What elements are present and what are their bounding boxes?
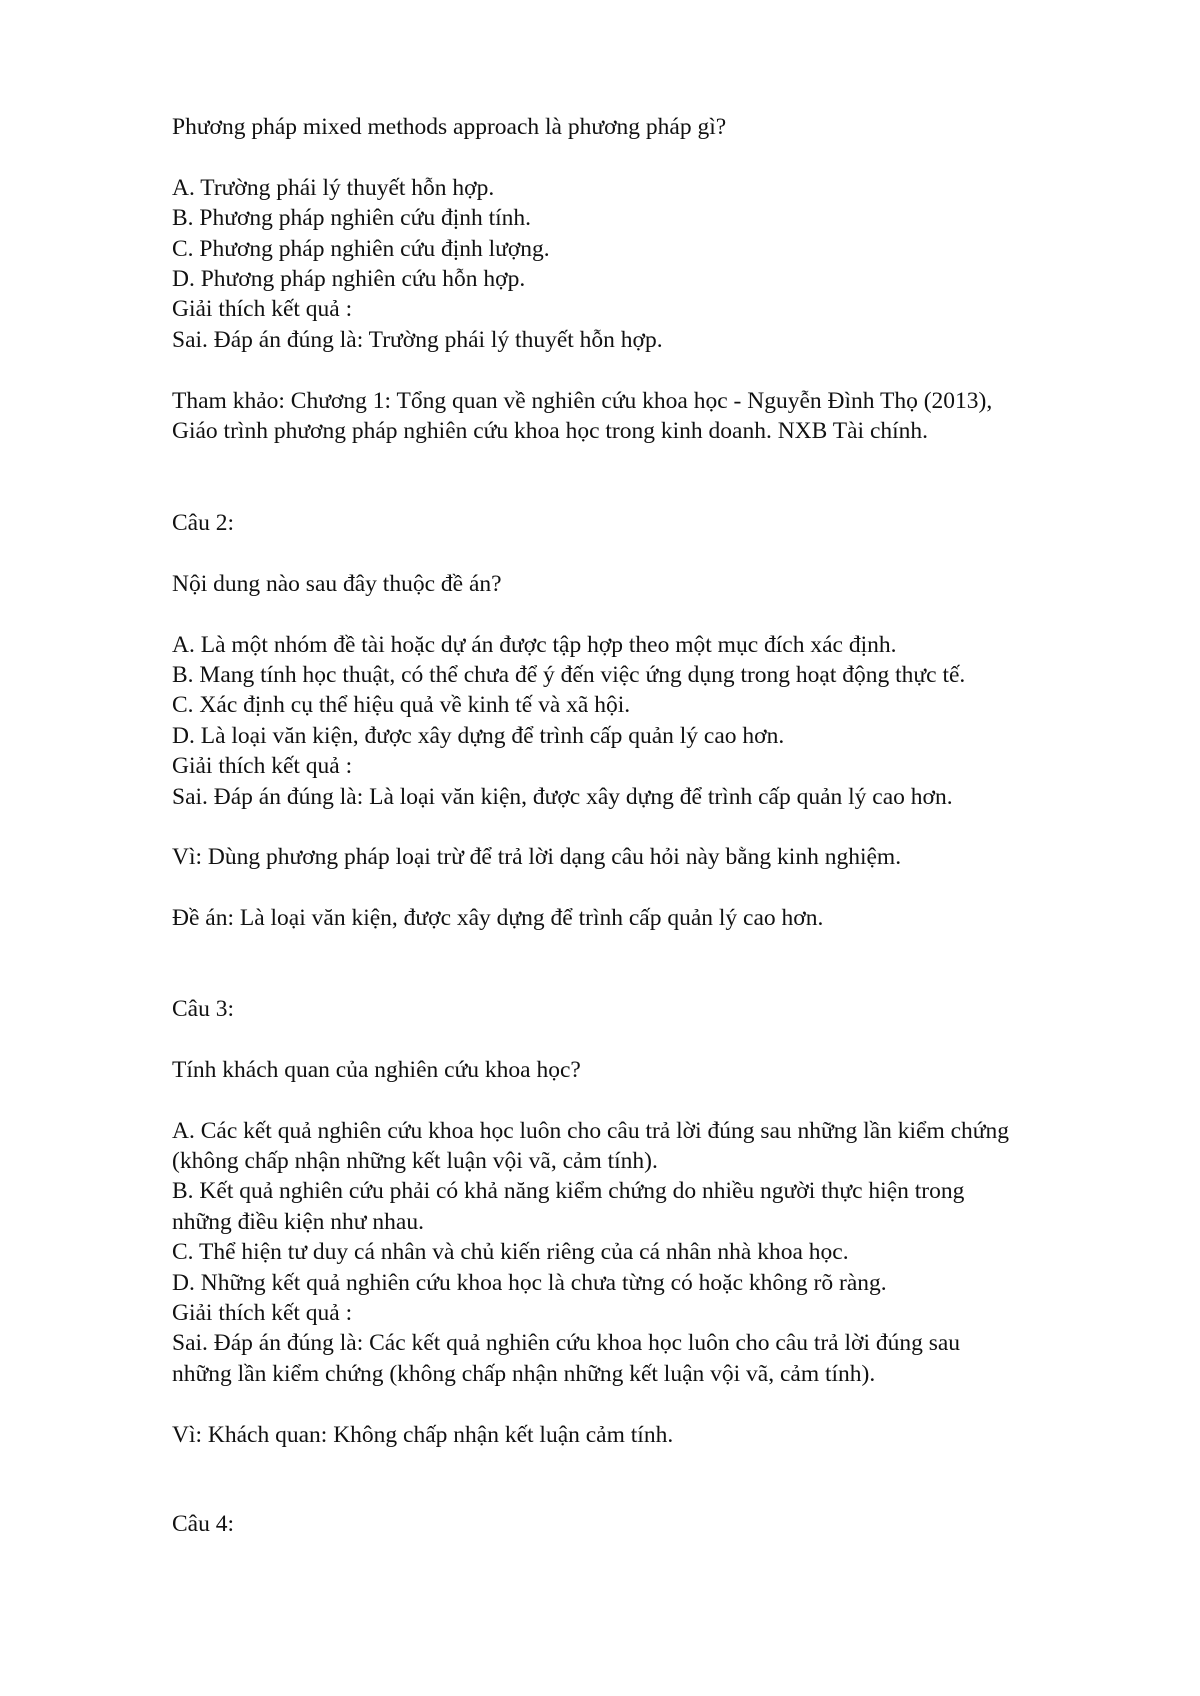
question-2-option-a: A. Là một nhóm đề tài hoặc dự án được tập hợp theo một mục đích xác định.: [172, 631, 897, 658]
question-1-section: [172, 112, 992, 446]
question-4-section: [172, 1509, 234, 1539]
question-3-option-a-line-1: A. Các kết quả nghiên cứu khoa học luôn cho câu trả lời đúng sau những lần kiểm chứng: [172, 1117, 1010, 1144]
question-3-option-a-line-2: (không chấp nhận những kết luận vội vã, cảm tính).: [172, 1148, 658, 1174]
question-2-option-b: B. Mang tính học thuật, có thể chưa để ý đến việc ứng dụng trong hoạt động thực tế.: [172, 662, 966, 688]
question-3-option-c: C. Thể hiện tư duy cá nhân và chủ kiến riêng của cá nhân nhà khoa học.: [172, 1239, 849, 1266]
question-2-section: [172, 508, 965, 934]
question-3-explain-label: Giải thích kết quả :: [172, 1300, 353, 1327]
question-3-heading: Câu 3:: [172, 996, 235, 1022]
question-2-note: Đề án: Là loại văn kiện, được xây dựng để trình cấp quản lý cao hơn.: [172, 905, 824, 932]
question-3-option-d: D. Những kết quả nghiên cứu khoa học là chưa từng có hoặc không rõ ràng.: [172, 1269, 887, 1296]
question-1-explain-label: Giải thích kết quả :: [172, 296, 353, 323]
question-4-heading: Câu 4:: [172, 1511, 235, 1537]
question-1-answer: Sai. Đáp án đúng là: Trường phái lý thuyết hỗn hợp.: [172, 326, 663, 353]
question-3-text: Tính khách quan của nghiên cứu khoa học?: [172, 1056, 581, 1083]
question-1-reference-line-2: Giáo trình phương pháp nghiên cứu khoa học trong kinh doanh. NXB Tài chính.: [172, 418, 929, 445]
question-3-reason: Vì: Khách quan: Không chấp nhận kết luận cảm tính.: [172, 1421, 674, 1448]
question-2-option-d: D. Là loại văn kiện, được xây dựng để trình cấp quản lý cao hơn.: [172, 722, 785, 749]
question-1-option-b: B. Phương pháp nghiên cứu định tính.: [172, 205, 532, 232]
question-1-text: Phương pháp mixed methods approach là phương pháp gì?: [172, 114, 727, 140]
question-3-option-b-line-1: B. Kết quả nghiên cứu phải có khả năng kiểm chứng do nhiều người thực hiện trong: [172, 1178, 965, 1205]
question-2-heading: Câu 2:: [172, 510, 235, 536]
question-1-option-c: C. Phương pháp nghiên cứu định lượng.: [172, 235, 550, 262]
question-3-answer-line-1: Sai. Đáp án đúng là: Các kết quả nghiên cứu khoa học luôn cho câu trả lời đúng sau: [172, 1330, 961, 1357]
question-1-option-d: D. Phương pháp nghiên cứu hỗn hợp.: [172, 266, 526, 293]
question-1-reference-line-1: Tham khảo: Chương 1: Tổng quan về nghiên cứu khoa học - Nguyễn Đình Thọ (2013),: [172, 387, 993, 414]
question-2-option-c: C. Xác định cụ thể hiệu quả về kinh tế và xã hội.: [172, 692, 631, 719]
question-3-option-b-line-2: những điều kiện như nhau.: [172, 1208, 424, 1235]
question-2-answer: Sai. Đáp án đúng là: Là loại văn kiện, được xây dựng để trình cấp quản lý cao hơn.: [172, 783, 953, 810]
question-3-section: [172, 994, 1009, 1450]
question-2-reason: Vì: Dùng phương pháp loại trừ để trả lời dạng câu hỏi này bằng kinh nghiệm.: [172, 844, 902, 871]
question-3-answer-line-2: những lần kiểm chứng (không chấp nhận những kết luận vội vã, cảm tính).: [172, 1360, 876, 1387]
question-1-option-a: A. Trường phái lý thuyết hỗn hợp.: [172, 174, 495, 201]
question-2-text: Nội dung nào sau đây thuộc đề án?: [172, 570, 502, 597]
question-2-explain-label: Giải thích kết quả :: [172, 753, 353, 780]
